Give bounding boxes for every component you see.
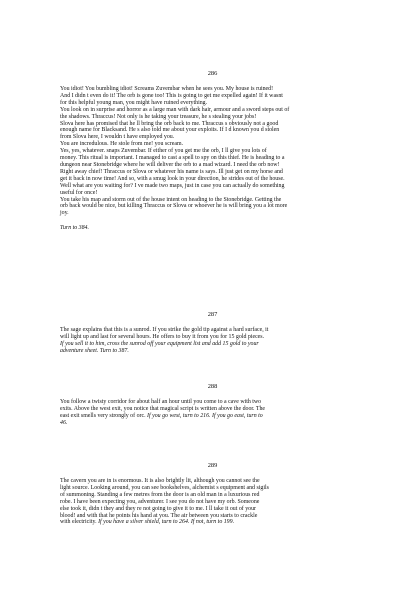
text-line: from Slova here, I wouldn t have employed you. [60,134,175,141]
text-line: Slova here has promised that he ll bring the orb back to me. Thraccus s obviously not a good [60,120,279,127]
section-body [60,399,365,427]
text-line: joy. [60,210,69,217]
section-body [60,327,365,355]
choice-line: 46. [60,419,68,426]
text-line: Well what are you waiting for? I ve made two maps, just in case you can actually do something [60,182,285,189]
text-line-with-choice [60,413,365,420]
text-line: The cavern you are in is enormous. It is also brightly lit, although you cannot see the [60,478,260,484]
text-line: You follow a twisty corridor for about half an hour until you come to a cave with two [60,399,262,405]
text-line: money. This ritual is important. I managed to cast a spell to spy on this thief. He is heading to a [60,155,285,162]
section-body [60,478,365,526]
text-line: And I didn t even do it! The orb is gone too! This is going to get me expelled again! If it wasnt [60,92,283,99]
text-line: The sage explains that this is a sunrod. If you strike the gold tip against a hard surface, it [60,327,269,333]
text-line: You look on in surprise and horror as a large man with dark hair, armour and a sword steps out of [60,106,290,113]
text-line: will light up and last for several hours. He offers to buy it from you for 15 gold pieces. [60,333,265,340]
text-line: exits. Above the west exit, you notice that magical script is written above the door. The [60,405,266,412]
text-line: robe. I have been expecting you, adventurer. I see you do not have my orb. Someone [60,498,260,505]
text-line: You idiot! You bumbling idiot! Screams Zuvembar when he sees you. My house is ruined! [60,86,274,92]
section-number: 289 [207,462,218,469]
section-289 [60,462,365,526]
text-line: light source. Looking around, you can see bookshelves, alchemist s equipment and sigils [60,484,269,491]
section-number: 288 [207,383,218,390]
text-line: orb back would be nice, but killing Thraccus or Slova or whoever he is will bring you a lot more [60,203,288,210]
choice-text: If you have a silver shield, turn to 264. If not, turn to 199. [98,519,235,526]
section-287 [60,311,365,355]
text-line: useful for once! [60,189,98,196]
turn-instruction: Turn to 384. [60,225,89,232]
section-body [60,86,365,232]
text-line: Yes, yes, whatever. snaps Zuvembar. If either of you get me the orb, I ll give you lots of [60,148,267,155]
text-line: blood! and with that he points his hand at you. The air between you starts to crackle [60,512,258,519]
section-288 [60,383,365,427]
text-line: dungeon near Stonebridge where he will deliver the orb to a mad wizard. I need the orb now! [60,161,280,168]
choice-line: If you sell it to him, cross the sunrod off your equipment list and add 15 gold to your [60,340,259,347]
text-line: for this helpful young man, you might have ruined everything. [60,99,208,106]
text-line: get it back in now time! And so, with a smug look in your direction, he strides out of the house. [60,175,285,182]
choice-text: If you go west, turn to 216. If you go east, turn to [147,412,263,419]
section-number: 286 [207,70,218,77]
choice-line: adventure sheet. Turn to 387. [60,347,129,354]
text-fragment: east exit smells very strongly of orc. [60,412,146,419]
text-line: of summoning. Standing a few metres from the door is an old man in a luxurious red [60,491,260,498]
text-fragment: with electricity. [60,519,97,526]
text-line: enough name for Blacksand. He s also told me about your exploits. If I d known you d stolen [60,127,280,134]
text-line: You are incredulous. He stole from me! you scream. [60,141,184,148]
text-line: else took it, didn t they and they re not going to give it to me. I ll take it out of your [60,505,256,512]
section-number: 287 [207,311,218,318]
text-line: the shadows. Thraccus! Not only is he taking your treasure, he s stealing your jobs! [60,113,257,120]
text-line: You take his map and storm out of the house intent on heading to the Stonebridge. Getting the [60,196,282,203]
text-line-with-choice [60,519,365,526]
text-line: Right away chief! Thraccus or Slova or whatever his name is says. Ill just get on my horse and [60,168,283,175]
section-286 [60,70,365,232]
